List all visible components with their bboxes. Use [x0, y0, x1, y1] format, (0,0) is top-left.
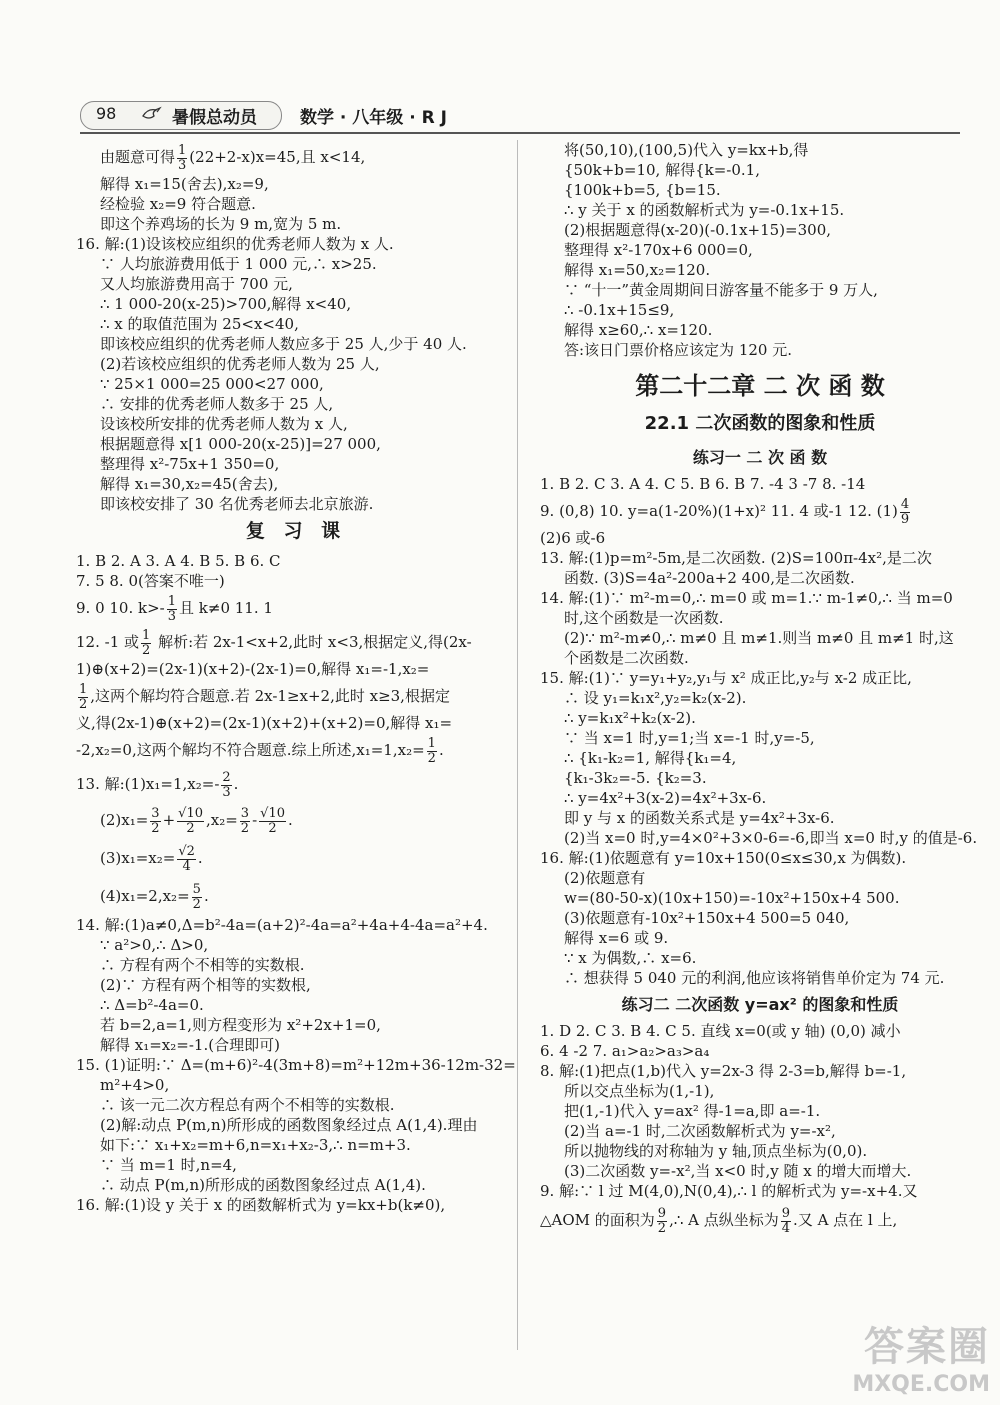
text-line: 经检验 x₂=9 符合题意.: [100, 195, 256, 213]
text-line: 即该校安排了 30 名优秀老师去北京旅游.: [100, 495, 374, 513]
text-line: 若 b=2,a=1,则方程变形为 x²+2x+1=0,: [100, 1016, 381, 1034]
text-line: 根据题意得 x[1 000-20(x-25)]=27 000,: [100, 435, 381, 453]
text-line: 解得 x₁=50,x₂=120.: [564, 261, 711, 279]
chapter-heading: 第二十二章 二 次 函 数: [635, 372, 885, 400]
text-line: 12. -1 或 $\frac{1}{2}$ 解析:若 2x-1<x+2,此时 x<3,根据定义,得(2x-: [76, 627, 472, 658]
text-line: 1. B 2. C 3. A 4. C 5. B 6. B 7. -4 3 -7 8. -14: [540, 475, 866, 493]
text-line: {100k+b=5, {b=15.: [564, 181, 721, 199]
text-line: 1)⊕(x+2)=(2x-1)(x+2)-(2x-1)=0,解得 x₁=-1,x₂=: [76, 660, 430, 678]
text-line: 1. B 2. A 3. A 4. B 5. B 6. C: [76, 552, 281, 570]
text-line: (2)∵ m²-m≠0,∴ m≠0 且 m≠1.则当 m≠0 且 m≠1 时,这: [564, 629, 954, 647]
fraction: $\frac{1}{3}$: [167, 593, 177, 624]
text-line: ∵ x 为偶数,∴ x=6.: [564, 949, 697, 967]
text-line: 解得 x₁=15(舍去),x₂=9,: [100, 175, 269, 193]
text-line: (2)6 或-6: [540, 529, 606, 547]
column-divider: [517, 140, 518, 1350]
text-line: (3)二次函数 y=-x²,当 x<0 时,y 随 x 的增大而增大.: [564, 1162, 912, 1180]
text-line: 15. 解:(1)∵ y=y₁+y₂,y₁与 x² 成正比,y₂与 x-2 成正比,: [540, 669, 912, 687]
text-line: (2)∵ 方程有两个相等的实数根,: [100, 976, 311, 994]
text-line: m²+4>0,: [100, 1076, 170, 1094]
text-line: 8. 解:(1)把点(1,b)代入 y=2x-3 得 2-3=b,解得 b=-1,: [540, 1062, 907, 1080]
fraction: $\frac{3}{2}$: [240, 805, 250, 836]
text-line: ∵ 当 x=1 时,y=1;当 x=-1 时,y=-5,: [564, 729, 815, 747]
text-line: 13. 解:(1)p=m²-5m,是二次函数. (2)S=100π-4x²,是二次: [540, 549, 932, 567]
text-line: (2)解:动点 P(m,n)所形成的函数图象经过点 A(1,4).理由: [100, 1116, 478, 1134]
text-line: ∴ y=4x²+3(x-2)=4x²+3x-6.: [564, 789, 767, 807]
text-line: 16. 解:(1)设该校应组织的优秀老师人数为 x 人.: [76, 235, 394, 253]
fraction: $\frac{4}{9}$: [900, 496, 910, 527]
text-line: 由题意可得 $\frac{1}{3}$ (22+2-x)x=45,且 x<14,: [100, 142, 366, 173]
text-line: 9. 0 10. k>- $\frac{1}{3}$ 且 k≠0 11. 1: [76, 593, 273, 624]
text-line: (2)若该校应组织的优秀老师人数为 25 人,: [100, 355, 380, 373]
exercise-heading: 练习二 二次函数 y=ax² 的图象和性质: [621, 995, 899, 1014]
text-line: 解得 x₁=x₂=-1.(合理即可): [100, 1036, 280, 1054]
text-line: $\frac{1}{2}$ ,这两个解均符合题意.若 2x-1≥x+2,此时 x≥3,根据定: [79, 681, 450, 712]
text-line: 即 y 与 x 的函数关系式是 y=4x²+3x-6.: [564, 809, 835, 827]
fraction: $\frac{1}{3}$: [178, 142, 187, 173]
text-line: 16. 解:(1)依题意有 y=10x+150(0≤x≤30,x 为偶数).: [540, 849, 907, 867]
text-line: ∴ 安排的优秀老师人数多于 25 人,: [100, 395, 334, 413]
text-line: 解得 x≥60,∴ x=120.: [564, 321, 713, 339]
text-line: (2)当 a=-1 时,二次函数解析式为 y=-x²,: [564, 1122, 836, 1140]
fraction: $\frac{1}{2}$: [427, 735, 436, 766]
text-line: ∵ “十一”黄金周期间日游客量不能多于 9 万人,: [564, 281, 878, 299]
fraction: $\frac{9}{2}$: [657, 1205, 667, 1236]
text-line: 将(50,10),(100,5)代入 y=kx+b,得: [564, 141, 809, 159]
text-line: (2)当 x=0 时,y=4×0²+3×0-6=-6,即当 x=0 时,y 的值是-6.: [564, 829, 978, 847]
text-line: 即该校应组织的优秀老师人数应多于 25 人,少于 40 人.: [100, 335, 467, 353]
text-line: 解得 x₁=30,x₂=45(舍去),: [100, 475, 279, 493]
text-line: 所以交点坐标为(1,-1),: [564, 1082, 715, 1100]
text-line: ∵ 当 m=1 时,n=4,: [100, 1156, 237, 1174]
text-line: 9. 解:∵ l 过 M(4,0),N(0,4),∴ l 的解析式为 y=-x+4.又: [540, 1182, 918, 1200]
text-line: ∴ 方程有两个不相等的实数根.: [100, 956, 305, 974]
text-line: ∴ 该一元二次方程总有两个不相等的实数根.: [100, 1096, 395, 1114]
watermark-logo: 答案圈: [864, 1324, 990, 1370]
text-line: 6. 4 -2 7. a₁>a₂>a₃>a₄: [540, 1042, 710, 1060]
section-heading: 22.1 二次函数的图象和性质: [644, 413, 876, 434]
text-line: 9. (0,8) 10. y=a(1-20%)(1+x)² 11. 4 或-1 12. (1) $\frac{4}{9}$: [540, 496, 910, 527]
text-line: ∴ y=k₁x²+k₂(x-2).: [564, 709, 696, 727]
text-line: △AOM 的面积为 $\frac{9}{2}$ ,∴ A 点纵坐标为 $\frac{9}{4}$ .又 A 点在 l 上,: [540, 1205, 898, 1236]
text-line: (3)依题意有-10x²+150x+4 500=5 040,: [564, 909, 850, 927]
text-line: 15. (1)证明:∵ Δ=(m+6)²-4(3m+8)=m²+12m+36-12m-32=: [76, 1056, 516, 1074]
text-line: 14. 解:(1)∵ m²-m=0,∴ m=0 或 m=1.∵ m-1≠0,∴ 当 m=0: [540, 589, 953, 607]
text-line: 13. 解:(1)x₁=1,x₂=- $\frac{2}{3}$ .: [76, 769, 239, 800]
fraction: $\frac{√10}{2}$: [260, 805, 285, 836]
text-line: 即这个养鸡场的长为 9 m,宽为 5 m.: [100, 215, 342, 233]
fraction: $\frac{9}{4}$: [781, 1205, 791, 1236]
text-line: 解得 x=6 或 9.: [564, 929, 669, 947]
text-line: 把(1,-1)代入 y=ax² 得-1=a,即 a=-1.: [564, 1102, 821, 1120]
text-line: 义,得(2x-1)⊕(x+2)=(2x-1)(x+2)+(x+2)=0,解得 x₁=: [76, 714, 453, 732]
fraction: $\frac{3}{2}$: [151, 805, 160, 836]
text-line: ∵ 人均旅游费用低于 1 000 元,∴ x>25.: [100, 255, 377, 273]
text-line: 函数. (3)S=4a²-200a+2 400,是二次函数.: [564, 569, 855, 587]
text-line: ∴ 动点 P(m,n)所形成的函数图象经过点 A(1,4).: [100, 1176, 426, 1194]
text-line: 答:该日门票价格应该定为 120 元.: [564, 341, 792, 359]
text-line: ∴ -0.1x+15≤9,: [564, 301, 675, 319]
text-line: ∵ 25×1 000=25 000<27 000,: [100, 375, 324, 393]
text-line: ∴ Δ=b²-4a=0.: [100, 996, 204, 1014]
page-number: 98: [96, 104, 117, 123]
text-line: (4)x₁=2,x₂= $\frac{5}{2}$ .: [100, 881, 209, 912]
exercise-heading: 练习一 二 次 函 数: [692, 448, 828, 467]
text-line: 整理得 x²-75x+1 350=0,: [100, 455, 280, 473]
text-line: 个函数是二次函数.: [564, 649, 689, 667]
text-line: ∴ {k₁-k₂=1, 解得{k₁=4,: [564, 749, 737, 767]
text-line: 整理得 x²-170x+6 000=0,: [564, 241, 753, 259]
book-title: 暑假总动员: [172, 108, 257, 128]
text-line: 又人均旅游费用高于 700 元,: [100, 275, 293, 293]
text-line: {50k+b=10, 解得{k=-0.1,: [564, 161, 760, 179]
text-line: 1. D 2. C 3. B 4. C 5. 直线 x=0(或 y 轴) (0,0) 减小: [540, 1022, 901, 1040]
text-line: (2)根据题意得(x-20)(-0.1x+15)=300,: [564, 221, 832, 239]
text-line: 时,这个函数是一次函数.: [564, 609, 724, 627]
fraction: $\frac{1}{2}$: [79, 681, 88, 712]
text-line: 14. 解:(1)a≠0,Δ=b²-4a=(a+2)²-4a=a²+4a+4-4a=a²+4.: [76, 916, 488, 934]
bird-icon: [140, 102, 162, 126]
section-heading: 复 习 课: [245, 520, 347, 542]
text-line: (3)x₁=x₂= $\frac{√2}{4}$ .: [100, 843, 203, 874]
text-line: 如下:∵ x₁+x₂=m+6,n=x₁+x₂-3,∴ n=m+3.: [100, 1136, 411, 1154]
subject-label: 数学 · 八年级 · R J: [300, 108, 447, 128]
right-column: [540, 140, 980, 1239]
text-line: ∴ y 关于 x 的函数解析式为 y=-0.1x+15.: [564, 201, 845, 219]
text-line: ∵ a²>0,∴ Δ>0,: [100, 936, 209, 954]
header-rule: [80, 132, 960, 134]
text-line: 16. 解:(1)设 y 关于 x 的函数解析式为 y=kx+b(k≠0),: [76, 1196, 446, 1214]
text-line: 设该校所安排的优秀老师人数为 x 人,: [100, 415, 348, 433]
text-line: 所以抛物线的对称轴为 y 轴,顶点坐标为(0,0).: [564, 1142, 868, 1160]
text-line: 7. 5 8. 0(答案不唯一): [76, 572, 225, 590]
fraction: $\frac{√2}{4}$: [178, 843, 195, 874]
text-line: ∴ 1 000-20(x-25)>700,解得 x<40,: [100, 295, 352, 313]
text-line: (2)x₁= $\frac{3}{2}$ + $\frac{√10}{2}$ ,x₂= $\frac{3}{2}$ - $\frac{√10}{2}$ .: [100, 805, 293, 836]
fraction: $\frac{2}{3}$: [222, 769, 231, 800]
text-line: ∴ x 的取值范围为 25<x<40,: [100, 315, 299, 333]
text-line: ∴ 想获得 5 040 元的利润,他应该将销售单价定为 74 元.: [564, 969, 945, 987]
watermark: [852, 1315, 990, 1397]
page-header: [0, 0, 1000, 135]
text-line: -2,x₂=0,这两个解均不符合题意.综上所述,x₁=1,x₂= $\frac{1}{2}$ .: [76, 735, 444, 766]
watermark-site: MXQE.COM: [852, 1372, 990, 1397]
fraction: $\frac{√10}{2}$: [178, 805, 203, 836]
text-line: {k₁-3k₂=-5. {k₂=3.: [564, 769, 707, 787]
fraction: $\frac{5}{2}$: [192, 881, 201, 912]
text-line: (2)依题意有: [564, 869, 646, 887]
text-line: ∴ 设 y₁=k₁x²,y₂=k₂(x-2).: [564, 689, 747, 707]
left-column: [76, 140, 516, 1215]
fraction: $\frac{1}{2}$: [142, 627, 151, 658]
text-line: w=(80-50-x)(10x+150)=-10x²+150x+4 500.: [564, 889, 900, 907]
